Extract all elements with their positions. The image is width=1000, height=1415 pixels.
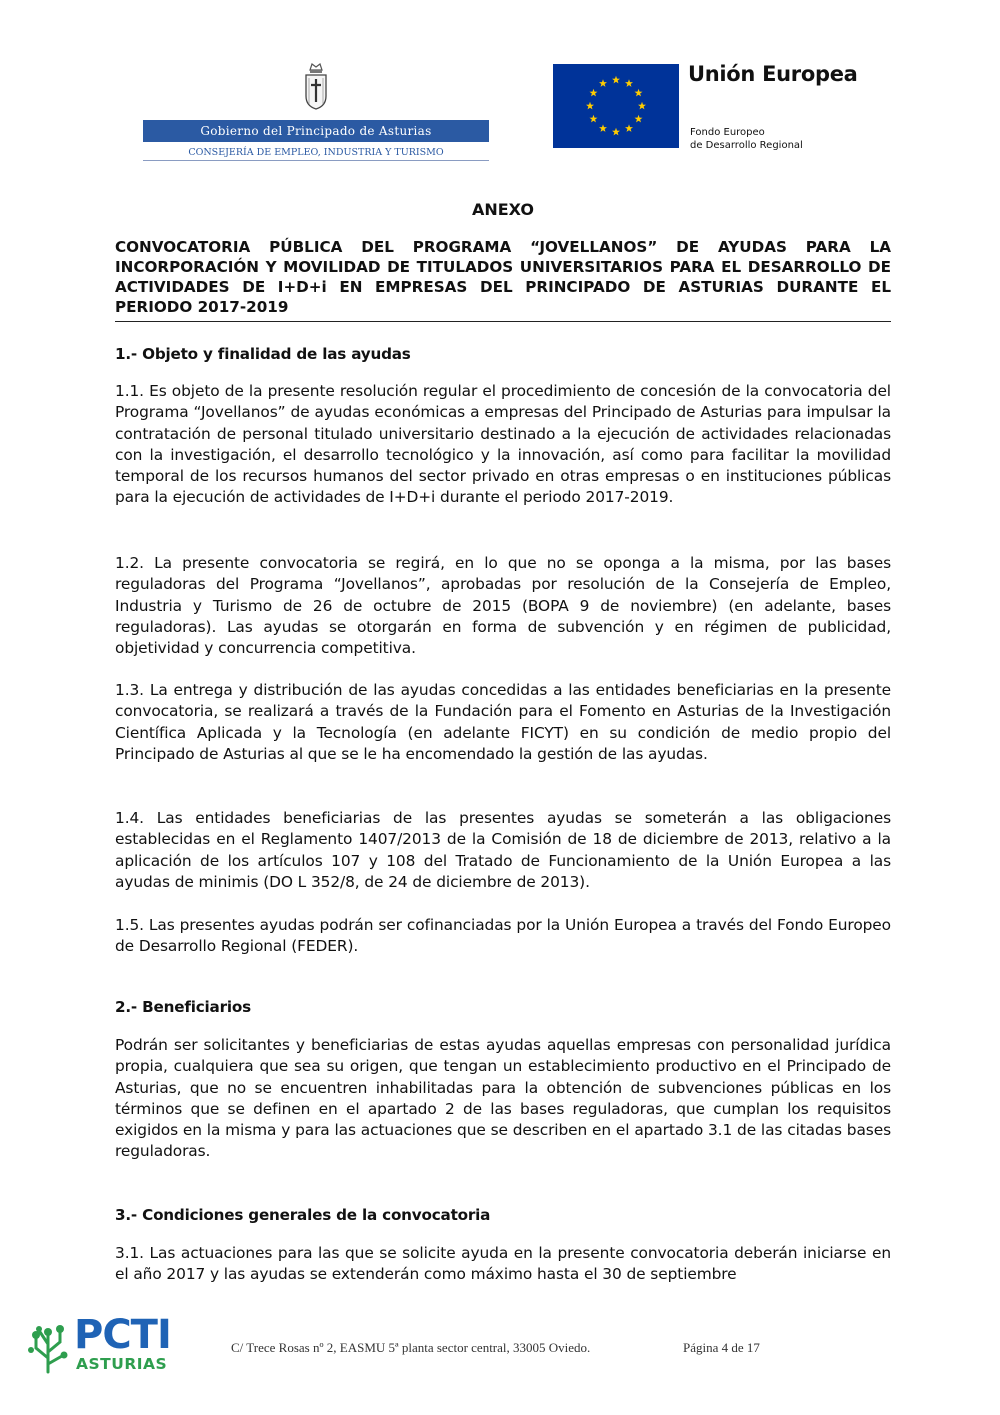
- annex-heading: ANEXO: [471, 200, 535, 219]
- paragraph: 1.4. Las entidades beneficiarias de las presentes ayudas se someterán a las obligaciones establecidas en el Reglamento 1407/2013 de la Comisión de 18 de diciembre de 2013, relativo a la aplicación de los artículos 107 y 108 del Tratado de Funcionamiento de la Unión Europea a las ayudas de minimis (DO L 352/8, de 24 de diciembre de 2013).: [115, 809, 891, 891]
- gobierno-asturias-logo: [143, 62, 489, 164]
- section-heading: 3.- Condiciones generales de la convocatoria: [115, 1206, 491, 1224]
- pcti-asturias-logo: [26, 1312, 171, 1374]
- footer-address: C/ Trece Rosas nº 2, EASMU 5ª planta sector central, 33005 Oviedo.: [231, 1340, 591, 1355]
- paragraph: Podrán ser solicitantes y beneficiarias de estas ayudas aquellas empresas con personalidad jurídica propia, cualquiera que sea su origen, que tengan un establecimiento productivo en el Principado de Asturias, que no se encuentren inhabilitadas para la obtención de subvenciones públicas en los términos que se definen en el apartado 2 de las bases reguladoras, que cumplan los requisitos exigidos en la misma y para las actuaciones que se describen en el apartado 3.1 de las citadas bases reguladoras.: [115, 1036, 891, 1161]
- paragraph: 1.2. La presente convocatoria se regirá, en lo que no se oponga a la misma, por las bases reguladoras del Programa “Jovellanos”, aprobadas por resolución de la Consejería de Empleo, Industria y Turismo de 26 de octubre de 2015 (BOPA 9 de noviembre) (en adelante, bases reguladoras). Las ayudas se otorgarán en forma de subvención y en régimen de publicidad, objetividad y concurrencia competitiva.: [115, 554, 891, 658]
- eu-fund-label: [690, 126, 803, 152]
- paragraph: 1.5. Las presentes ayudas podrán ser cofinanciadas por la Unión Europea a través del Fondo Europeo de Desarrollo Regional (FEDER).: [115, 916, 891, 956]
- coat-of-arms-icon: [302, 62, 330, 110]
- paragraph: 3.1. Las actuaciones para las que se solicite ayuda en la presente convocatoria deberán iniciarse en el año 2017 y las ayudas se extenderán como máximo hasta el 30 de septiembre: [115, 1244, 891, 1284]
- eu-flag-icon: [553, 64, 679, 148]
- page-number: Página 4 de 17: [683, 1340, 760, 1355]
- section-heading: 1.- Objeto y finalidad de las ayudas: [115, 345, 411, 363]
- tree-network-icon: [26, 1318, 70, 1374]
- document-title: CONVOCATORIA PÚBLICA DEL PROGRAMA “JOVELLANOS” DE AYUDAS PARA LA INCORPORACIÓN Y MOVILIDAD DE TITULADOS UNIVERSITARIOS PARA EL DESARROLLO DE ACTIVIDADES DE I+D+i EN EMPRESAS DEL PRINCIPADO DE ASTURIAS DURANTE EL PERIODO 2017-2019: [115, 237, 891, 322]
- paragraph: 1.1. Es objeto de la presente resolución regular el procedimiento de concesión de la convocatoria del Programa “Jovellanos” de ayudas económicas a empresas del Principado de Asturias para impulsar la contratación de personal titulado universitario destinado a la ejecución de actividades relacionadas con la investigación, el desarrollo tecnológico y la innovación, así como para facilitar la movilidad temporal de los recursos humanos del sector privado en otras empresas o en instituciones públicas para la ejecución de actividades de I+D+i durante el periodo 2017-2019.: [115, 382, 891, 507]
- pcti-subtitle: ASTURIAS: [76, 1355, 168, 1373]
- paragraph: 1.3. La entrega y distribución de las ayudas concedidas a las entidades beneficiarias en la presente convocatoria, se realizará a través de la Fundación para el Fomento en Asturias de la Investigación Científica Aplicada y la Tecnología (en adelante FICYT) en su condición de medio propio del Principado de Asturias al que se le ha encomendado la gestión de las ayudas.: [115, 681, 891, 763]
- gov-department-text: CONSEJERÍA DE EMPLEO, INDUSTRIA Y TURISMO: [143, 144, 489, 161]
- eu-fund-line1: Fondo Europeo: [690, 127, 765, 138]
- eu-title: Unión Europea: [688, 62, 858, 86]
- eu-fund-line2: de Desarrollo Regional: [690, 140, 803, 151]
- gov-band-text: Gobierno del Principado de Asturias: [143, 120, 489, 142]
- pcti-wordmark: PCTI: [74, 1312, 171, 1358]
- section-heading: 2.- Beneficiarios: [115, 998, 251, 1016]
